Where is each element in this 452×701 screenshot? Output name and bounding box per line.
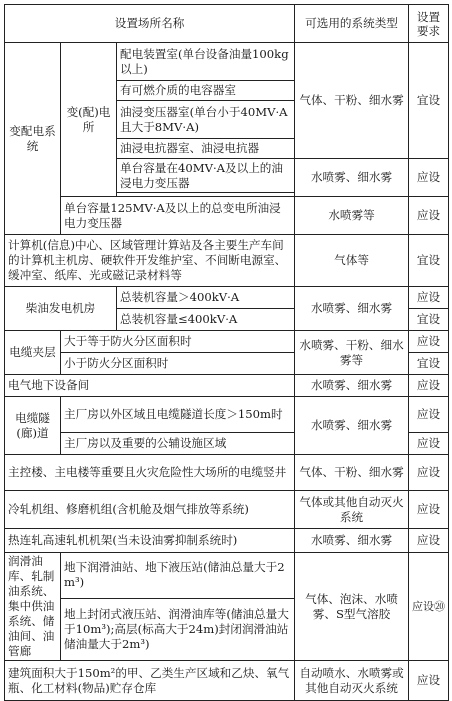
generator-item: 总装机容量≤400kV·A [117, 309, 295, 331]
hot-mill-req: 应设 [409, 529, 449, 553]
table-row [5, 529, 449, 553]
substation-item: 配电装置室(单台设备油量100kg以上) [117, 43, 295, 81]
table-row [5, 553, 449, 599]
substation-item: 油浸电抗器室、油浸电抗器 [117, 139, 295, 159]
table-row [5, 455, 449, 491]
generator-req: 应设 [409, 287, 449, 309]
substation-system-a: 气体、干粉、细水雾 [295, 43, 409, 159]
big-transformer-system: 水喷雾等 [295, 197, 409, 235]
control-building: 主控楼、主电楼等重要且火灾危险性大场所的电缆竖井 [5, 455, 295, 491]
substation-item: 有可燃介质的电容器室 [117, 81, 295, 101]
lube-oil-req: 应设⑳ [409, 553, 449, 661]
lube-oil-system: 气体、泡沫、水喷雾、S型气溶胶 [295, 553, 409, 661]
generator-item: 总装机容量＞400kV·A [117, 287, 295, 309]
cold-mill: 冷轧机组、修磨机组(含机舱及烟气排放等系统) [5, 491, 295, 529]
substation-req-b: 应设 [409, 159, 449, 197]
lube-oil-item: 地下润滑油站、地下液压站(储油总量大于2m³) [61, 553, 295, 599]
lube-oil-item: 地上封闭式液压站、润滑油库等(储油总量大于10m³);高层(标高大于24m)封闭润滑油站储油量大于2m³) [61, 598, 295, 660]
warehouse: 建筑面积大于150m²的甲、乙类生产区域和乙炔、氧气瓶、化工材料(物品)贮存仓库 [5, 661, 295, 701]
fire-suppression-table [4, 4, 449, 701]
substation-group: 变配电系统 [5, 43, 61, 235]
header-requirement: 设置要求 [409, 5, 449, 43]
control-system: 气体、干粉、细水雾 [295, 455, 409, 491]
cable-mezzanine-req: 宜设 [409, 353, 449, 375]
cable-tunnel: 电缆隧(廊)道 [5, 397, 61, 455]
hot-mill: 热连轧高速轧机机架(当未设油雾抑制系统时) [5, 529, 295, 553]
computer-req: 宜设 [409, 235, 449, 287]
table-row [5, 331, 449, 353]
header-system: 可选用的系统类型 [295, 5, 409, 43]
basement-req: 应设 [409, 375, 449, 397]
header-location: 设置场所名称 [5, 5, 295, 43]
table-row [5, 43, 449, 81]
table-row [5, 197, 449, 235]
cable-mezzanine-item: 小于防火分区面积时 [61, 353, 295, 375]
computer-system: 气体等 [295, 235, 409, 287]
basement-room: 电气地下设备间 [5, 375, 295, 397]
substation-item: 单台容量在40MV·A及以上的油浸电力变压器 [117, 159, 295, 193]
cable-mezzanine-item: 大于等于防火分区面积时 [61, 331, 295, 353]
table-header-row [5, 5, 449, 43]
hot-mill-system: 水喷雾、细水雾 [295, 529, 409, 553]
generator-req: 宜设 [409, 309, 449, 331]
lube-oil-area: 润滑油库、轧制油系统、集中供油系统、储油间、油管廊 [5, 553, 61, 661]
cable-mezzanine: 电缆夹层 [5, 331, 61, 375]
cable-tunnel-item: 主厂房以及重要的公辅设施区域 [61, 433, 295, 455]
cable-tunnel-system: 水喷雾、细水雾 [295, 397, 409, 455]
big-transformer: 单台容量125MV·A及以上的总变电所油浸电力变压器 [61, 197, 295, 235]
warehouse-system: 自动喷水、水喷雾或其他自动灭火系统 [295, 661, 409, 701]
cable-mezzanine-req: 应设 [409, 331, 449, 353]
basement-system: 水喷雾、细水雾 [295, 375, 409, 397]
control-req: 应设 [409, 455, 449, 491]
table-row [5, 375, 449, 397]
substation-req-a: 宜设 [409, 43, 449, 159]
computer-center: 计算机(信息)中心、区域管理计算站及各主要生产车间的计算机主机房、硬软件开发维护室、不间断电源室、缓冲室、纸库、光或磁记录材料等 [5, 235, 295, 287]
generator-room: 柴油发电机房 [5, 287, 117, 331]
substation-system-b: 水喷雾、细水雾 [295, 159, 409, 197]
generator-system: 水喷雾、细水雾 [295, 287, 409, 331]
substation-subgroup: 变(配)电所 [61, 43, 117, 197]
cable-tunnel-req: 应设 [409, 433, 449, 455]
cable-mezzanine-system: 水喷雾、干粉、细水雾等 [295, 331, 409, 375]
cold-mill-req: 应设 [409, 491, 449, 529]
table-row [5, 491, 449, 529]
table-row [5, 397, 449, 433]
warehouse-req: 应设 [409, 661, 449, 701]
big-transformer-req: 应设 [409, 197, 449, 235]
cable-tunnel-item: 主厂房以外区域且电缆隧道长度＞150m时 [61, 397, 295, 433]
table-row [5, 235, 449, 287]
table-row [5, 661, 449, 701]
substation-item: 油浸变压器室(单台小于40MV·A且大于8MV·A) [117, 101, 295, 139]
cold-mill-system: 气体或其他自动灭火系统 [295, 491, 409, 529]
cable-tunnel-req: 应设 [409, 397, 449, 433]
table-row [5, 287, 449, 309]
